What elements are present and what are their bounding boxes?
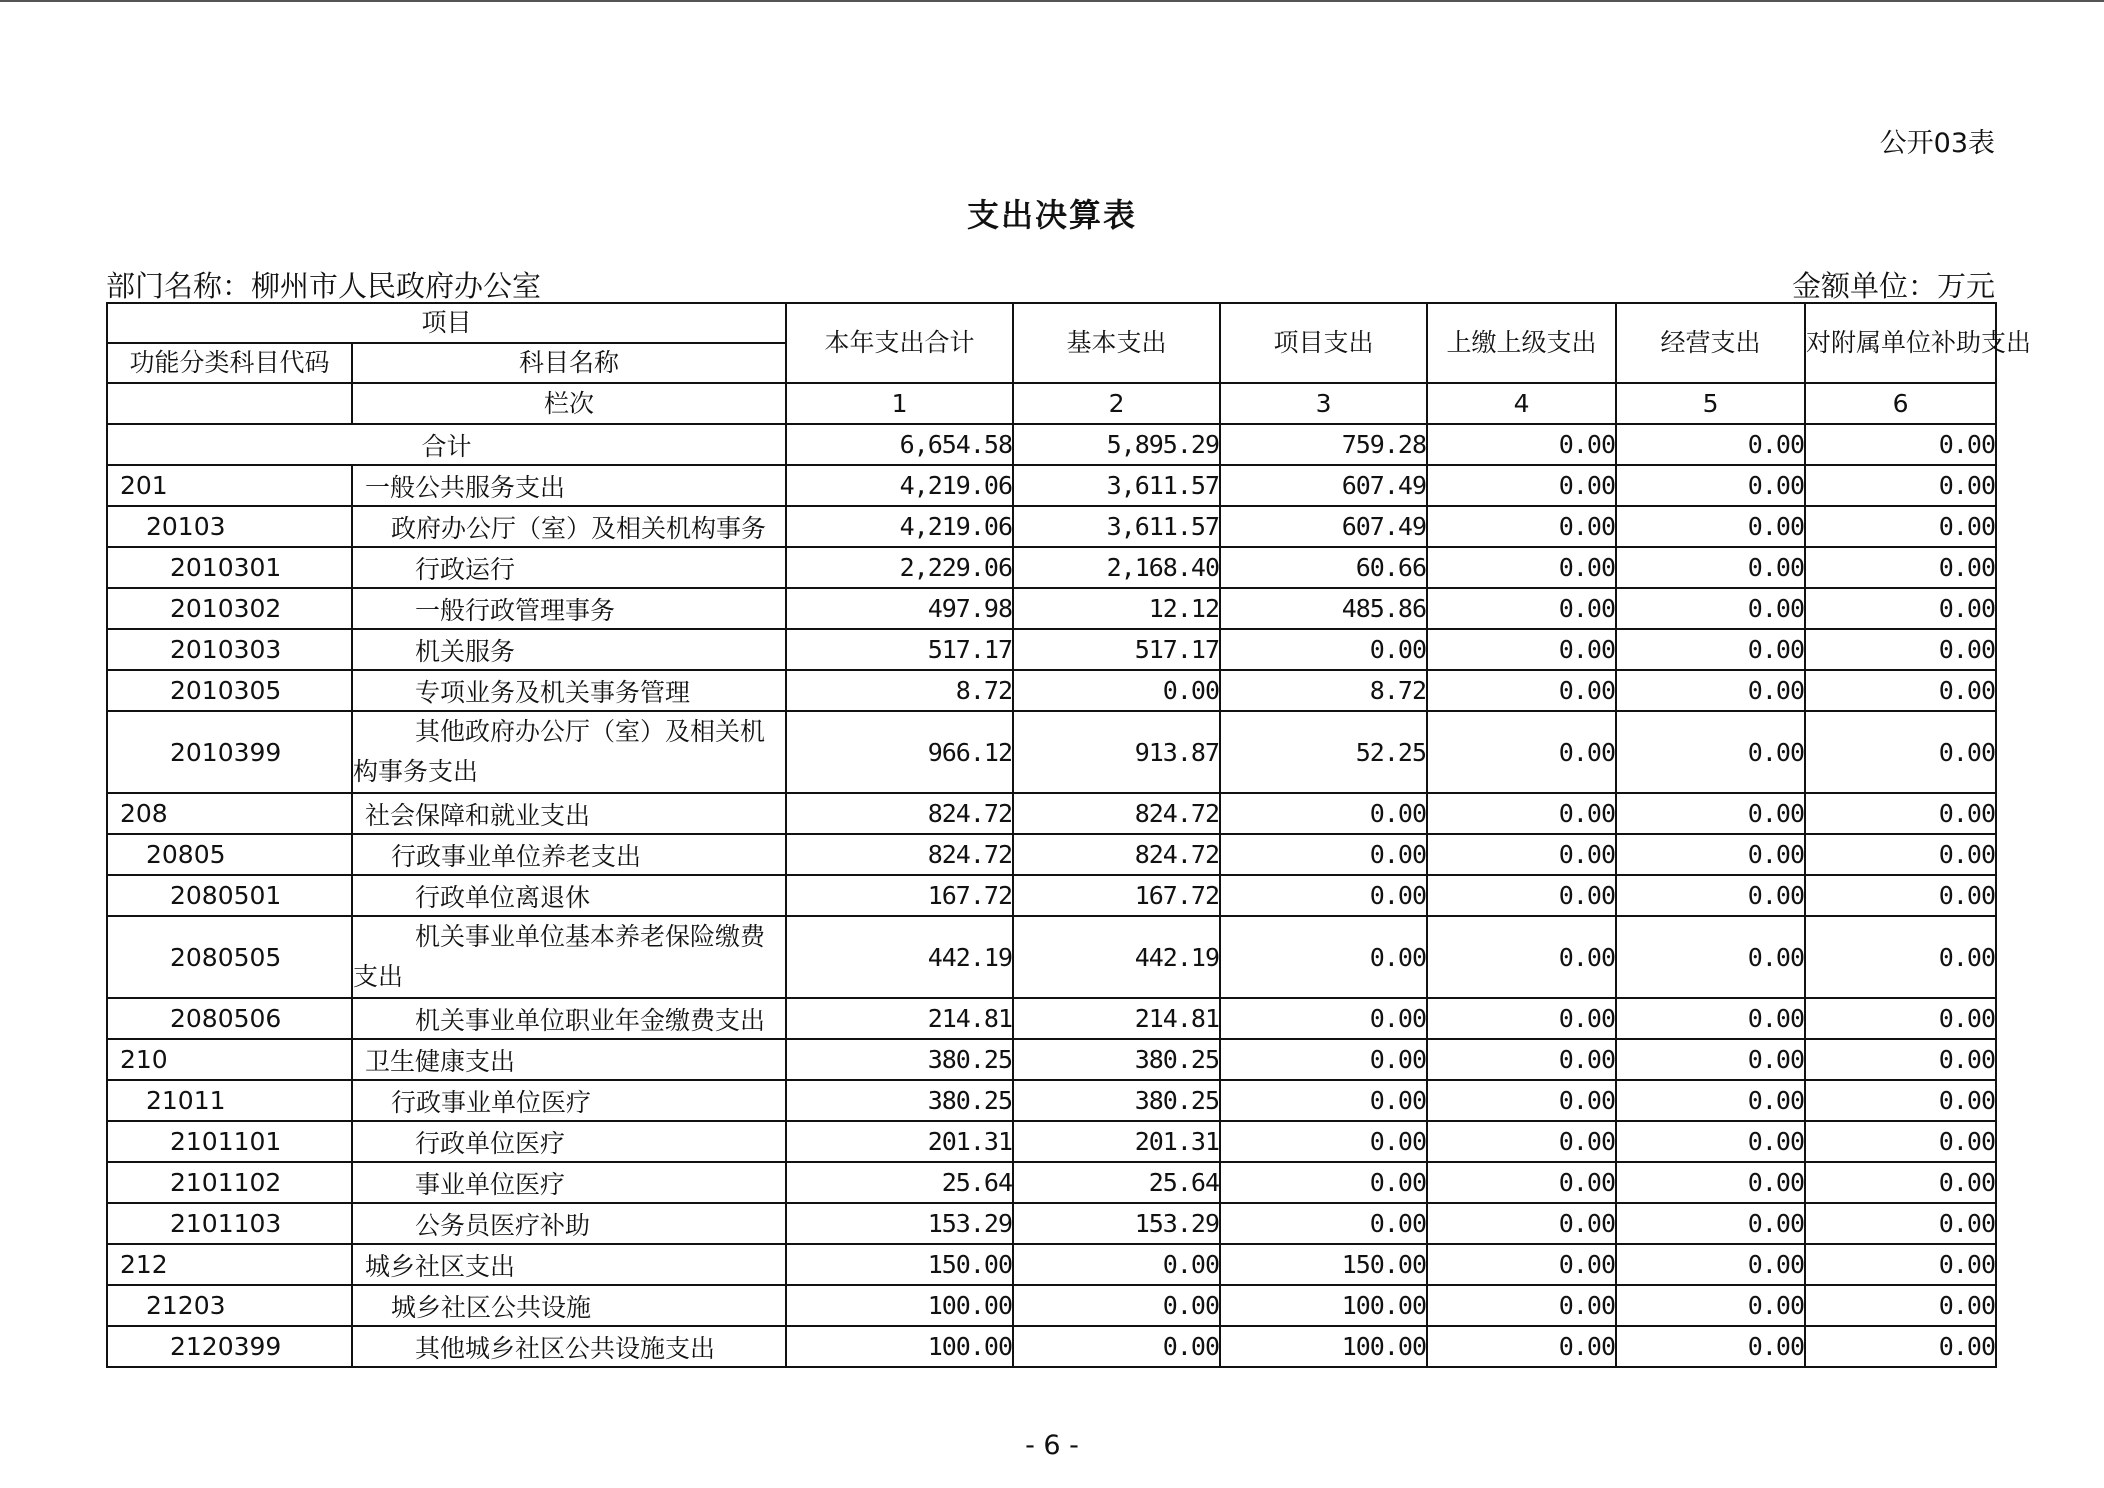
- row-code: 212: [107, 1244, 352, 1285]
- row-value: 485.86: [1220, 588, 1427, 629]
- row-value: 4,219.06: [786, 506, 1013, 547]
- row-value: 0.00: [1616, 1162, 1805, 1203]
- row-name: 社会保障和就业支出: [352, 793, 786, 834]
- row-value: 0.00: [1427, 1244, 1616, 1285]
- total-value: 5,895.29: [1013, 424, 1220, 465]
- row-code: 20103: [107, 506, 352, 547]
- header-row-index: [107, 383, 1996, 424]
- row-value: 0.00: [1616, 875, 1805, 916]
- row-value: 25.64: [1013, 1162, 1220, 1203]
- row-name: 卫生健康支出: [352, 1039, 786, 1080]
- header-col-4: 上缴上级支出: [1427, 303, 1616, 383]
- col-num-2: 2: [1013, 383, 1220, 424]
- row-value: 4,219.06: [786, 465, 1013, 506]
- row-value: 0.00: [1616, 916, 1805, 998]
- unit-label: 金额单位：万元: [1791, 269, 1995, 303]
- table-row: [107, 998, 1996, 1039]
- row-value: 380.25: [786, 1080, 1013, 1121]
- row-value: 824.72: [786, 793, 1013, 834]
- table-row: [107, 670, 1996, 711]
- header-func-code: 功能分类科目代码: [107, 343, 352, 383]
- row-value: 3,611.57: [1013, 465, 1220, 506]
- row-value: 0.00: [1220, 1121, 1427, 1162]
- row-name: 城乡社区支出: [352, 1244, 786, 1285]
- row-code: 2101103: [107, 1203, 352, 1244]
- row-value: 0.00: [1427, 670, 1616, 711]
- row-name: 行政事业单位养老支出: [352, 834, 786, 875]
- header-col-3: 项目支出: [1220, 303, 1427, 383]
- row-value: 201.31: [1013, 1121, 1220, 1162]
- row-code: 2080501: [107, 875, 352, 916]
- row-value: 0.00: [1805, 1080, 1996, 1121]
- row-value: 52.25: [1220, 711, 1427, 793]
- row-value: 0.00: [1427, 1285, 1616, 1326]
- row-name: 机关事业单位职业年金缴费支出: [352, 998, 786, 1039]
- row-value: 0.00: [1616, 547, 1805, 588]
- row-value: 150.00: [1220, 1244, 1427, 1285]
- row-value: 0.00: [1427, 998, 1616, 1039]
- table-row: [107, 1285, 1996, 1326]
- row-code: 2101101: [107, 1121, 352, 1162]
- table-row: [107, 465, 1996, 506]
- total-value: 6,654.58: [786, 424, 1013, 465]
- row-value: 517.17: [1013, 629, 1220, 670]
- department-label: 部门名称：柳州市人民政府办公室: [106, 269, 542, 303]
- table-row: [107, 1080, 1996, 1121]
- table-row: [107, 1039, 1996, 1080]
- table-row: [107, 1203, 1996, 1244]
- row-value: 0.00: [1013, 1326, 1220, 1367]
- table-row: [107, 547, 1996, 588]
- col-num-1: 1: [786, 383, 1013, 424]
- row-name: 行政单位离退休: [352, 875, 786, 916]
- row-code: 21011: [107, 1080, 352, 1121]
- row-value: 0.00: [1805, 629, 1996, 670]
- row-value: 0.00: [1616, 1285, 1805, 1326]
- row-value: 0.00: [1616, 629, 1805, 670]
- row-code: 2101102: [107, 1162, 352, 1203]
- row-value: 100.00: [1220, 1326, 1427, 1367]
- row-value: 0.00: [1616, 1244, 1805, 1285]
- expenditure-table: [106, 302, 2032, 1368]
- row-name: 政府办公厅（室）及相关机构事务: [352, 506, 786, 547]
- row-value: 607.49: [1220, 465, 1427, 506]
- col-num-4: 4: [1427, 383, 1616, 424]
- row-value: 0.00: [1805, 465, 1996, 506]
- row-value: 442.19: [786, 916, 1013, 998]
- row-value: 442.19: [1013, 916, 1220, 998]
- row-value: 0.00: [1427, 1121, 1616, 1162]
- row-code: 2080506: [107, 998, 352, 1039]
- row-value: 153.29: [1013, 1203, 1220, 1244]
- meta-row: [106, 264, 1995, 302]
- row-value: 0.00: [1427, 1326, 1616, 1367]
- total-value: 759.28: [1220, 424, 1427, 465]
- row-value: 0.00: [1427, 793, 1616, 834]
- row-value: 0.00: [1616, 834, 1805, 875]
- row-value: 0.00: [1616, 506, 1805, 547]
- row-value: 0.00: [1427, 1039, 1616, 1080]
- row-code: 210: [107, 1039, 352, 1080]
- col-num-3: 3: [1220, 383, 1427, 424]
- row-value: 0.00: [1616, 670, 1805, 711]
- row-value: 0.00: [1220, 998, 1427, 1039]
- row-value: 0.00: [1427, 1162, 1616, 1203]
- row-value: 0.00: [1805, 547, 1996, 588]
- table-row: [107, 588, 1996, 629]
- row-value: 966.12: [786, 711, 1013, 793]
- row-value: 824.72: [1013, 834, 1220, 875]
- row-name: 事业单位医疗: [352, 1162, 786, 1203]
- row-value: 0.00: [1805, 998, 1996, 1039]
- table-row: [107, 793, 1996, 834]
- total-value: 0.00: [1616, 424, 1805, 465]
- row-value: 100.00: [786, 1285, 1013, 1326]
- row-code: 21203: [107, 1285, 352, 1326]
- row-code: 2010301: [107, 547, 352, 588]
- page-number: - 6 -: [1025, 1430, 1079, 1461]
- row-value: 0.00: [1427, 506, 1616, 547]
- row-value: 0.00: [1427, 588, 1616, 629]
- row-value: 0.00: [1427, 711, 1616, 793]
- row-value: 60.66: [1220, 547, 1427, 588]
- row-value: 0.00: [1616, 465, 1805, 506]
- table-row: [107, 916, 1996, 998]
- row-value: 100.00: [786, 1326, 1013, 1367]
- row-name: 行政事业单位医疗: [352, 1080, 786, 1121]
- row-value: 0.00: [1805, 506, 1996, 547]
- row-value: 0.00: [1013, 1285, 1220, 1326]
- row-value: 0.00: [1427, 916, 1616, 998]
- row-name: 其他城乡社区公共设施支出: [352, 1326, 786, 1367]
- row-name: 其他政府办公厅（室）及相关机构事务支出: [352, 711, 786, 793]
- row-value: 214.81: [786, 998, 1013, 1039]
- row-value: 0.00: [1616, 1203, 1805, 1244]
- row-name: 公务员医疗补助: [352, 1203, 786, 1244]
- row-value: 0.00: [1805, 1203, 1996, 1244]
- row-value: 0.00: [1616, 998, 1805, 1039]
- row-value: 0.00: [1805, 711, 1996, 793]
- table-row: [107, 1244, 1996, 1285]
- row-value: 3,611.57: [1013, 506, 1220, 547]
- table-row: [107, 1162, 1996, 1203]
- col-num-5: 5: [1616, 383, 1805, 424]
- row-value: 153.29: [786, 1203, 1013, 1244]
- row-code: 2010399: [107, 711, 352, 793]
- form-code: 公开03表: [1879, 128, 1995, 159]
- row-value: 0.00: [1805, 793, 1996, 834]
- header-item: 项目: [107, 303, 786, 343]
- row-value: 167.72: [786, 875, 1013, 916]
- row-value: 12.12: [1013, 588, 1220, 629]
- total-label: 合计: [107, 424, 786, 465]
- row-value: 0.00: [1220, 793, 1427, 834]
- row-value: 0.00: [1616, 1121, 1805, 1162]
- row-code: 2010302: [107, 588, 352, 629]
- row-value: 0.00: [1220, 629, 1427, 670]
- row-value: 380.25: [1013, 1039, 1220, 1080]
- row-value: 0.00: [1805, 1244, 1996, 1285]
- header-row-1: [107, 303, 1996, 343]
- row-value: 607.49: [1220, 506, 1427, 547]
- row-value: 0.00: [1220, 1080, 1427, 1121]
- row-value: 214.81: [1013, 998, 1220, 1039]
- row-code: 2010305: [107, 670, 352, 711]
- row-value: 0.00: [1427, 1080, 1616, 1121]
- row-value: 0.00: [1805, 1039, 1996, 1080]
- row-value: 0.00: [1427, 629, 1616, 670]
- table-row: [107, 629, 1996, 670]
- row-value: 380.25: [1013, 1080, 1220, 1121]
- row-value: 0.00: [1220, 1162, 1427, 1203]
- table-row: [107, 1326, 1996, 1367]
- row-value: 497.98: [786, 588, 1013, 629]
- row-value: 0.00: [1427, 875, 1616, 916]
- row-name: 行政单位医疗: [352, 1121, 786, 1162]
- row-code: 20805: [107, 834, 352, 875]
- table-row: [107, 711, 1996, 793]
- row-code: 2120399: [107, 1326, 352, 1367]
- row-value: 0.00: [1616, 1039, 1805, 1080]
- row-value: 25.64: [786, 1162, 1013, 1203]
- row-code: 201: [107, 465, 352, 506]
- row-value: 2,229.06: [786, 547, 1013, 588]
- row-value: 0.00: [1616, 588, 1805, 629]
- row-value: 0.00: [1220, 834, 1427, 875]
- row-name: 机关服务: [352, 629, 786, 670]
- row-value: 913.87: [1013, 711, 1220, 793]
- header-subject-name: 科目名称: [352, 343, 786, 383]
- row-value: 150.00: [786, 1244, 1013, 1285]
- header-col-5: 经营支出: [1616, 303, 1805, 383]
- row-value: 201.31: [786, 1121, 1013, 1162]
- row-name: 机关事业单位基本养老保险缴费支出: [352, 916, 786, 998]
- header-col-2: 基本支出: [1013, 303, 1220, 383]
- table-row: [107, 834, 1996, 875]
- row-value: 0.00: [1805, 1121, 1996, 1162]
- row-value: 100.00: [1220, 1285, 1427, 1326]
- header-index-blank: [107, 383, 352, 424]
- row-value: 0.00: [1805, 1285, 1996, 1326]
- total-value: 0.00: [1805, 424, 1996, 465]
- table-row: [107, 506, 1996, 547]
- row-code: 2080505: [107, 916, 352, 998]
- row-value: 0.00: [1427, 1203, 1616, 1244]
- row-value: 0.00: [1013, 1244, 1220, 1285]
- top-rule: [0, 0, 2104, 2]
- row-value: 0.00: [1616, 711, 1805, 793]
- row-value: 0.00: [1805, 1162, 1996, 1203]
- row-value: 0.00: [1616, 1080, 1805, 1121]
- row-value: 824.72: [1013, 793, 1220, 834]
- row-value: 517.17: [786, 629, 1013, 670]
- row-value: 0.00: [1220, 875, 1427, 916]
- row-value: 0.00: [1805, 875, 1996, 916]
- row-value: 0.00: [1805, 834, 1996, 875]
- row-name: 专项业务及机关事务管理: [352, 670, 786, 711]
- row-value: 167.72: [1013, 875, 1220, 916]
- row-value: 0.00: [1220, 1203, 1427, 1244]
- row-value: 0.00: [1805, 1326, 1996, 1367]
- total-row: [107, 424, 1996, 465]
- row-value: 0.00: [1427, 465, 1616, 506]
- table-row: [107, 1121, 1996, 1162]
- row-value: 0.00: [1013, 670, 1220, 711]
- row-value: 8.72: [786, 670, 1013, 711]
- header-row-index-label: 栏次: [352, 383, 786, 424]
- row-code: 208: [107, 793, 352, 834]
- row-value: 0.00: [1805, 588, 1996, 629]
- total-value: 0.00: [1427, 424, 1616, 465]
- header-col-6: 对附属单位补助支出: [1805, 303, 1996, 383]
- table-row: [107, 875, 1996, 916]
- row-value: 0.00: [1220, 1039, 1427, 1080]
- row-value: 8.72: [1220, 670, 1427, 711]
- row-value: 0.00: [1427, 547, 1616, 588]
- row-value: 0.00: [1805, 916, 1996, 998]
- col-num-6: 6: [1805, 383, 1996, 424]
- row-name: 一般公共服务支出: [352, 465, 786, 506]
- row-value: 0.00: [1616, 1326, 1805, 1367]
- row-value: 0.00: [1220, 916, 1427, 998]
- row-code: 2010303: [107, 629, 352, 670]
- page-title: 支出决算表: [966, 196, 1137, 234]
- row-value: 0.00: [1616, 793, 1805, 834]
- header-col-1: 本年支出合计: [786, 303, 1013, 383]
- row-value: 2,168.40: [1013, 547, 1220, 588]
- row-name: 行政运行: [352, 547, 786, 588]
- row-name: 一般行政管理事务: [352, 588, 786, 629]
- row-value: 0.00: [1805, 670, 1996, 711]
- row-value: 824.72: [786, 834, 1013, 875]
- row-value: 0.00: [1427, 834, 1616, 875]
- row-value: 380.25: [786, 1039, 1013, 1080]
- row-name: 城乡社区公共设施: [352, 1285, 786, 1326]
